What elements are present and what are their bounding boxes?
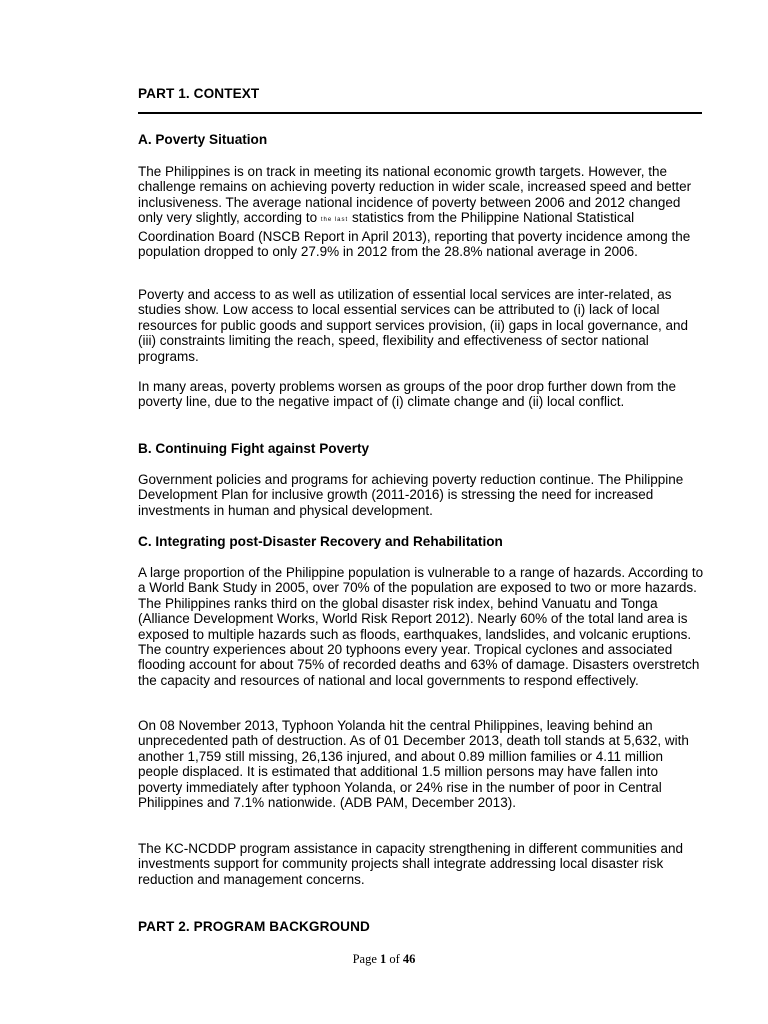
section-a-p1-text-start: The Philippines is on track in meeting its national economic growth targets. However, the challenge remains on achieving poverty reduction in wider scale, increased speed and better inclusiveness. The average national incidence of poverty between 2006 and 2012 changed only very slightly, according to (138, 164, 692, 226)
section-a-paragraph-3: In many areas, poverty problems worsen as groups of the poor drop further down from the poverty line, due to the negative impact of (i) climate change and (ii) local conflict. (138, 379, 677, 410)
section-a-heading: A. Poverty Situation (138, 132, 268, 147)
section-a-paragraph-1 (138, 164, 704, 259)
page-footer (0, 952, 768, 967)
section-b-heading: B. Continuing Fight against Poverty (138, 441, 370, 456)
section-c-paragraph-2: On 08 November 2013, Typhoon Yolanda hit the central Philippines, leaving behind an unprecedented path of destruction. As of 01 December 2013, death toll stands at 5,632, with another 1,759 still missing, 26,136 injured, and about 0.89 million families or 4.11 million people displaced. It is estimated that additional 1.5 million persons may have fallen into poverty immediately after typhoon Yolanda, or 24% rise in the number of poor in Central Philippines and 7.1% nationwide. (ADB PAM, December 2013). (138, 718, 689, 811)
section-b-paragraph-1: Government policies and programs for achieving poverty reduction continue. The Philippine Development Plan for inclusive growth (2011-2016) is stressing the need for increased investments in human and physical development. (138, 472, 684, 518)
section-a-p1-text-end: statistics from the Philippine National Statistical Coordination Board (NSCB Report in April 2013), reporting that poverty incidence among the population dropped to only 27.9% in 2012 from the 28.8% national average in 2006. (138, 210, 691, 260)
section-a-p1-small-text: the last (320, 217, 349, 224)
section-c-paragraph-3: The KC-NCDDP program assistance in capacity strengthening in different communities and investments support for community projects shall integrate addressing local disaster risk reduction and management concerns. (138, 841, 684, 887)
page-of-label: of (386, 952, 403, 966)
page-total: 46 (402, 952, 416, 966)
section-c-heading: C. Integrating post-Disaster Recovery and Rehabilitation (138, 534, 503, 549)
heading-rule (138, 112, 702, 114)
section-c-paragraph-1: A large proportion of the Philippine population is vulnerable to a range of hazards. According to a World Bank Study in 2005, over 70% of the population are exposed to two or more hazards. The Philippines ranks third on the global disaster risk index, behind Vanuatu and Tonga (Alliance Development Works, World Risk Report 2012). Nearly 60% of the total land area is exposed to multiple hazards such as floods, earthquakes, landslides, and volcanic eruptions. The country experiences about 20 typhoons every year. Tropical cyclones and associated flooding account for about 75% of recorded deaths and 63% of damage. Disasters overstretch the capacity and resources of national and local governments to respond effectively. (138, 565, 704, 688)
page-label: Page (352, 952, 380, 966)
section-a-paragraph-2: Poverty and access to as well as utilization of essential local services are inter-related, as studies show. Low access to local essential services can be attributed to (i) lack of local resources for public goods and support services provision, (ii) gaps in local governance, and (iii) constraints limiting the reach, speed, flexibility and effectiveness of sector national programs. (138, 287, 689, 364)
part1-heading: PART 1. CONTEXT (138, 86, 260, 101)
part2-heading: PART 2. PROGRAM BACKGROUND (138, 919, 370, 934)
page-current: 1 (380, 952, 387, 966)
